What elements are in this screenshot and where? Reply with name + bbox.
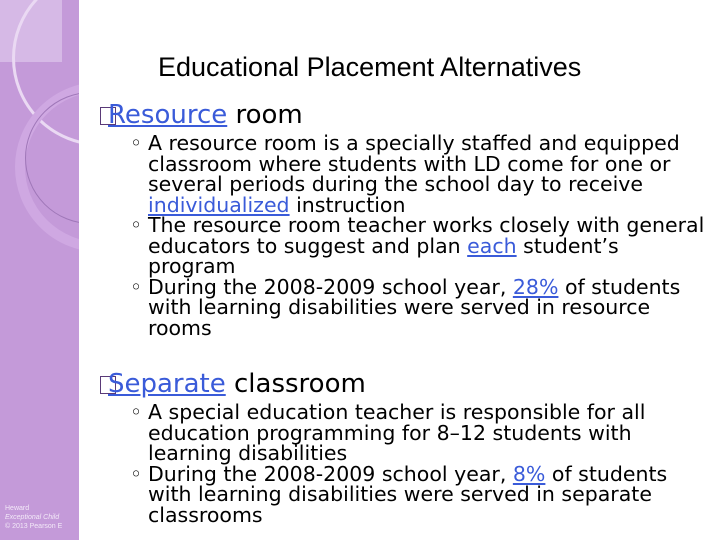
resource-link[interactable]: Resource (108, 100, 228, 130)
separate-bullets (130, 402, 705, 525)
inline-link[interactable]: each (467, 233, 517, 258)
credit-text (5, 504, 62, 531)
list-item: ◦ A resource room is a specially staffed and equipped classroom where students with LD come for one or several periods during the school day to receive individualized instruction (130, 133, 705, 215)
inline-link[interactable]: 8% (512, 461, 546, 486)
inline-link[interactable]: 28% (512, 274, 559, 299)
resource-bullets (130, 133, 705, 338)
heading-text: room (227, 100, 303, 130)
decorative-sidebar (0, 0, 79, 540)
credit-author: Heward (5, 505, 30, 512)
section-heading-separate (100, 369, 366, 399)
credit-copyright: © 2013 Pearson E (5, 523, 63, 530)
list-item: ◦ The resource room teacher works closely with general educators to suggest and plan each student’s program (130, 215, 705, 277)
list-item: ◦ During the 2008-2009 school year, 28% of students with learning disabilities were served in resource rooms (130, 277, 705, 339)
inline-link[interactable]: individualized (148, 192, 290, 217)
section-heading-resource (100, 100, 303, 130)
heading-text: classroom (225, 369, 366, 399)
list-item: ◦ During the 2008-2009 school year, 8% of students with learning disabilities were served in separate classrooms (130, 464, 705, 526)
credit-book: Exceptional Child (5, 514, 60, 521)
separate-link[interactable]: Separate (108, 369, 226, 399)
slide-title: Educational Placement Alternatives (158, 52, 582, 82)
list-item: ◦ A special education teacher is responsible for all education programming for 8–12 students with learning disabilities (130, 402, 705, 464)
